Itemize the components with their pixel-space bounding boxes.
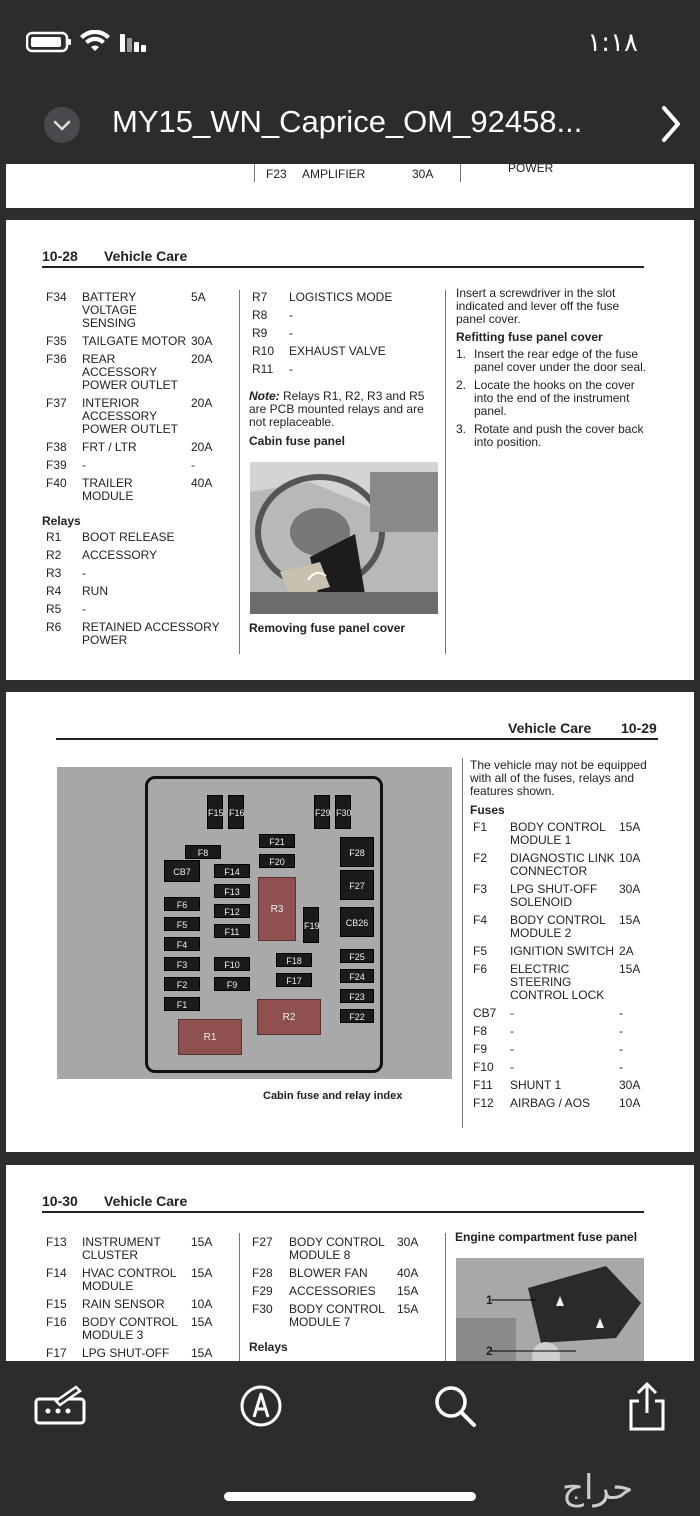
fuse-id: F4 (473, 913, 488, 927)
page-10-28 (6, 220, 694, 680)
fuse-amperage: - (619, 1060, 623, 1074)
fuse-id: F39 (46, 458, 67, 472)
step-number: 2. (456, 378, 467, 392)
diagram-fuse: F25 (340, 949, 374, 963)
fuse-amperage: 15A (397, 1284, 419, 1298)
fuse-name: ACCESSORIES (289, 1284, 376, 1298)
fuse-id: F11 (473, 1078, 493, 1092)
fuse-amperage: 15A (191, 1346, 213, 1360)
fuse-id: F29 (252, 1284, 273, 1298)
refit-heading: Refitting fuse panel cover (456, 330, 603, 344)
fuse-name: BLOWER FAN (289, 1266, 368, 1280)
bottom-toolbar (0, 1361, 700, 1516)
fuse-name: BOOT RELEASE (82, 530, 175, 544)
step-text: Locate the hooks on the cover into the end of the instrument panel. (474, 378, 635, 418)
fuse-id: R6 (46, 620, 62, 634)
engine-heading: Engine compartment fuse panel (455, 1230, 638, 1244)
share-icon (626, 1381, 668, 1433)
page-number: 10-30 (42, 1193, 78, 1209)
diagram-fuse: F15 (207, 795, 223, 829)
page-number: 10-28 (42, 248, 78, 264)
share-button[interactable] (626, 1381, 668, 1438)
fuse-id: F13 (46, 1235, 67, 1249)
fuse-name: BODY CONTROL MODULE 2 (510, 913, 606, 940)
next-document-button[interactable] (656, 104, 684, 149)
fuse-name: - (289, 326, 293, 340)
removal-instructions: Insert a screwdriver in the slot indicated and lever off the fuse panel cover. (456, 286, 620, 326)
page-10-29 (6, 692, 694, 1152)
fuse-name: - (82, 458, 86, 472)
step-number: 3. (456, 422, 467, 436)
fuse-name: REAR ACCESSORY POWER OUTLET (82, 352, 179, 392)
fuse-id: R10 (252, 344, 275, 358)
fuse-amperage: 20A (191, 396, 213, 410)
pen-edit-icon (34, 1383, 88, 1427)
diagram-fuse: F5 (164, 917, 200, 931)
fuse-id: F17 (46, 1346, 67, 1360)
fuse-name: AIRBAG / AOS (510, 1096, 591, 1110)
diagram-fuse: F12 (214, 904, 250, 918)
fuse-amperage: - (619, 1024, 623, 1038)
fuse-id: F16 (46, 1315, 67, 1329)
fuse-amperage: 15A (191, 1235, 213, 1249)
fuse-id: F9 (473, 1042, 488, 1056)
fuse-amperage: 10A (619, 851, 641, 865)
fuses-heading: Fuses (470, 803, 505, 817)
battery-icon (27, 33, 71, 51)
relays-heading: Relays (42, 514, 81, 528)
fuse-amperage: 2A (619, 944, 634, 958)
fuse-amperage: 15A (619, 962, 641, 976)
fuse-amperage: 30A (397, 1235, 419, 1249)
fuse-name: INSTRUMENT CLUSTER (82, 1235, 161, 1262)
fuse-id: F27 (252, 1235, 273, 1249)
relays-heading: Relays (249, 1340, 288, 1354)
chevron-right-icon (656, 104, 684, 144)
fuse-name: BATTERY VOLTAGE SENSING (82, 290, 137, 330)
equipment-note: The vehicle may not be equipped with all of the fuses, relays and features shown. (470, 758, 647, 798)
status-icons (26, 30, 156, 59)
fuse-name: - (510, 1024, 514, 1038)
diagram-fuse: CB26 (340, 907, 374, 937)
fuse-name: - (289, 308, 293, 322)
fuse-amperage: - (191, 458, 195, 472)
fuse-name: LOGISTICS MODE (289, 290, 393, 304)
diagram-fuse: F20 (259, 854, 295, 868)
fuse-id: CB7 (473, 1006, 497, 1020)
diagram-fuse: F17 (276, 973, 312, 987)
fuse-name: - (510, 1042, 514, 1056)
page-fragment-top: F23 AMPLIFIER 30A POWER (6, 164, 694, 208)
fuse-amperage: 10A (619, 1096, 641, 1110)
diagram-fuse: F8 (185, 845, 221, 859)
fuse-name: TAILGATE MOTOR (82, 334, 187, 348)
fuse-amperage: 30A (619, 1078, 641, 1092)
removing-cover-photo (250, 462, 438, 614)
fuse-id: F35 (46, 334, 67, 348)
clock: ١:١٨ (587, 28, 638, 58)
section-title: Vehicle Care (104, 1193, 188, 1209)
fuse-name: - (510, 1060, 514, 1074)
watermark: حراج (562, 1468, 634, 1508)
fuse-name: FRT / LTR (82, 440, 137, 454)
fuse-amperage: 20A (191, 352, 213, 366)
diagram-relay: R1 (178, 1019, 242, 1055)
callout-1: 1 (486, 1293, 493, 1307)
fuse-name: LPG SHUT-OFF SOLENOID (510, 882, 598, 909)
fuse-id: F15 (46, 1297, 67, 1311)
diagram-fuse: F10 (214, 957, 250, 971)
diagram-fuse: F6 (164, 897, 200, 911)
fuse-name: HVAC CONTROL MODULE (82, 1266, 177, 1293)
fuse-id: R1 (46, 530, 62, 544)
fuse-amperage: 5A (191, 290, 206, 304)
fuse-id: R3 (46, 566, 62, 580)
document-nav-bar (0, 86, 700, 164)
fuse-id: R2 (46, 548, 62, 562)
fuse-amperage: 15A (191, 1266, 213, 1280)
pdf-viewer[interactable] (0, 164, 700, 1361)
fuse-id: F2 (473, 851, 488, 865)
wifi-icon (80, 30, 110, 51)
fuse-amperage: 10A (191, 1297, 213, 1311)
fuse-amperage: 40A (191, 476, 213, 490)
edit-button[interactable] (34, 1383, 88, 1432)
title-menu-button[interactable] (44, 107, 80, 143)
fuse-id: F6 (473, 962, 488, 976)
fuse-id: R9 (252, 326, 268, 340)
fuse-id: R4 (46, 584, 62, 598)
home-indicator[interactable] (224, 1492, 476, 1501)
fuse-id: F8 (473, 1024, 488, 1038)
diagram-fuse: CB7 (164, 860, 200, 882)
fuse-name: RETAINED ACCESSORY POWER (82, 620, 220, 647)
note-block: Note: Relays R1, R2, R3 and R5 are PCB mounted relays and are not replaceable. (249, 389, 425, 429)
fuse-name: - (510, 1006, 514, 1020)
page-number: 10-29 (621, 720, 657, 736)
diagram-fuse: F27 (340, 870, 374, 900)
markup-pen-icon (238, 1383, 284, 1429)
fuse-id: F14 (46, 1266, 67, 1280)
document-title[interactable]: MY15_WN_Caprice_OM_92458... (112, 104, 583, 139)
diagram-fuse: F30 (335, 795, 351, 829)
diagram-relay: R3 (258, 877, 296, 941)
diagram-relay: R2 (257, 999, 321, 1035)
fuse-amperage: 30A (191, 334, 213, 348)
section-title: Vehicle Care (104, 248, 188, 264)
fuse-amperage: 15A (191, 1315, 213, 1329)
fuse-name: BODY CONTROL MODULE 8 (289, 1235, 385, 1262)
fuse-id: R5 (46, 602, 62, 616)
fuse-name: BODY CONTROL MODULE 3 (82, 1315, 178, 1342)
diagram-fuse: F16 (228, 795, 244, 829)
diagram-fuse: F28 (340, 837, 374, 867)
fuse-amperage: 30A (619, 882, 641, 896)
step-number: 1. (456, 347, 467, 361)
status-bar (0, 0, 700, 86)
fuse-id: F30 (252, 1302, 273, 1316)
fuse-name: DIAGNOSTIC LINK CONNECTOR (510, 851, 615, 878)
diagram-fuse: F18 (276, 953, 312, 967)
diagram-fuse: F4 (164, 937, 200, 951)
fuse-amperage: 15A (619, 820, 641, 834)
fuse-id: F40 (46, 476, 67, 490)
fuse-id: F38 (46, 440, 67, 454)
diagram-fuse: F19 (303, 907, 319, 943)
chevron-down-icon (44, 107, 80, 143)
fuse-name: BODY CONTROL MODULE 7 (289, 1302, 385, 1329)
fuse-amperage: - (619, 1042, 623, 1056)
fuse-name: RUN (82, 584, 108, 598)
fuse-id: R11 (252, 362, 274, 376)
fuse-id: F37 (46, 396, 67, 410)
fuse-name: IGNITION SWITCH (510, 944, 614, 958)
search-icon (432, 1383, 478, 1429)
fuse-id: F34 (46, 290, 67, 304)
fuse-amperage: 15A (619, 913, 641, 927)
fuse-name: SHUNT 1 (510, 1078, 562, 1092)
signal-icon (120, 34, 146, 52)
engine-compartment-photo (456, 1258, 644, 1361)
fuse-name: ACCESSORY (82, 548, 158, 562)
fuse-id: F5 (473, 944, 488, 958)
photo-caption: Removing fuse panel cover (249, 621, 406, 635)
markup-button[interactable] (238, 1383, 284, 1434)
fuse-id: F3 (473, 882, 488, 896)
fuse-amperage: - (619, 1006, 623, 1020)
fuse-name: - (82, 566, 86, 580)
fuse-amperage: 40A (397, 1266, 419, 1280)
fuse-id: F28 (252, 1266, 273, 1280)
diagram-fuse: F29 (314, 795, 330, 829)
fuse-amperage: 15A (397, 1302, 419, 1316)
callout-2: 2 (486, 1344, 493, 1358)
diagram-fuse: F2 (164, 977, 200, 991)
diagram-fuse: F24 (340, 969, 374, 983)
diagram-fuse: F1 (164, 997, 200, 1011)
fuse-name: LPG SHUT-OFF (82, 1346, 170, 1360)
page-10-30 (6, 1165, 694, 1361)
diagram-fuse: F21 (259, 834, 295, 848)
fuse-id: F10 (473, 1060, 494, 1074)
fuse-id: F12 (473, 1096, 494, 1110)
fuse-name: - (82, 602, 86, 616)
search-button[interactable] (432, 1383, 478, 1434)
fuse-name: ELECTRIC STEERING CONTROL LOCK (510, 962, 605, 1002)
fuse-name: RAIN SENSOR (82, 1297, 165, 1311)
diagram-fuse: F22 (340, 1009, 374, 1023)
fuse-amperage: 20A (191, 440, 213, 454)
fuse-id: F1 (473, 820, 488, 834)
fuse-name: - (289, 362, 293, 376)
diagram-fuse: F11 (214, 924, 250, 938)
diagram-fuse: F23 (340, 989, 374, 1003)
diagram-fuse: F9 (214, 977, 250, 991)
fuse-id: R7 (252, 290, 268, 304)
diagram-fuse: F14 (214, 864, 250, 878)
fuse-name: EXHAUST VALVE (289, 344, 386, 358)
diagram-fuse: F3 (164, 957, 200, 971)
cabin-heading: Cabin fuse panel (249, 434, 346, 448)
fuse-name: BODY CONTROL MODULE 1 (510, 820, 606, 847)
step-text: Rotate and push the cover back into position. (474, 422, 644, 449)
fuse-id: F36 (46, 352, 67, 366)
fuse-name: INTERIOR ACCESSORY POWER OUTLET (82, 396, 179, 436)
diagram-fuse: F13 (214, 884, 250, 898)
cabin-fuse-diagram (57, 767, 452, 1079)
step-text: Insert the rear edge of the fuse panel cover under the door seal. (474, 347, 647, 374)
section-title: Vehicle Care (508, 720, 592, 736)
fuse-id: R8 (252, 308, 268, 322)
diagram-caption: Cabin fuse and relay index (263, 1090, 403, 1102)
fuse-name: TRAILER MODULE (82, 476, 134, 503)
